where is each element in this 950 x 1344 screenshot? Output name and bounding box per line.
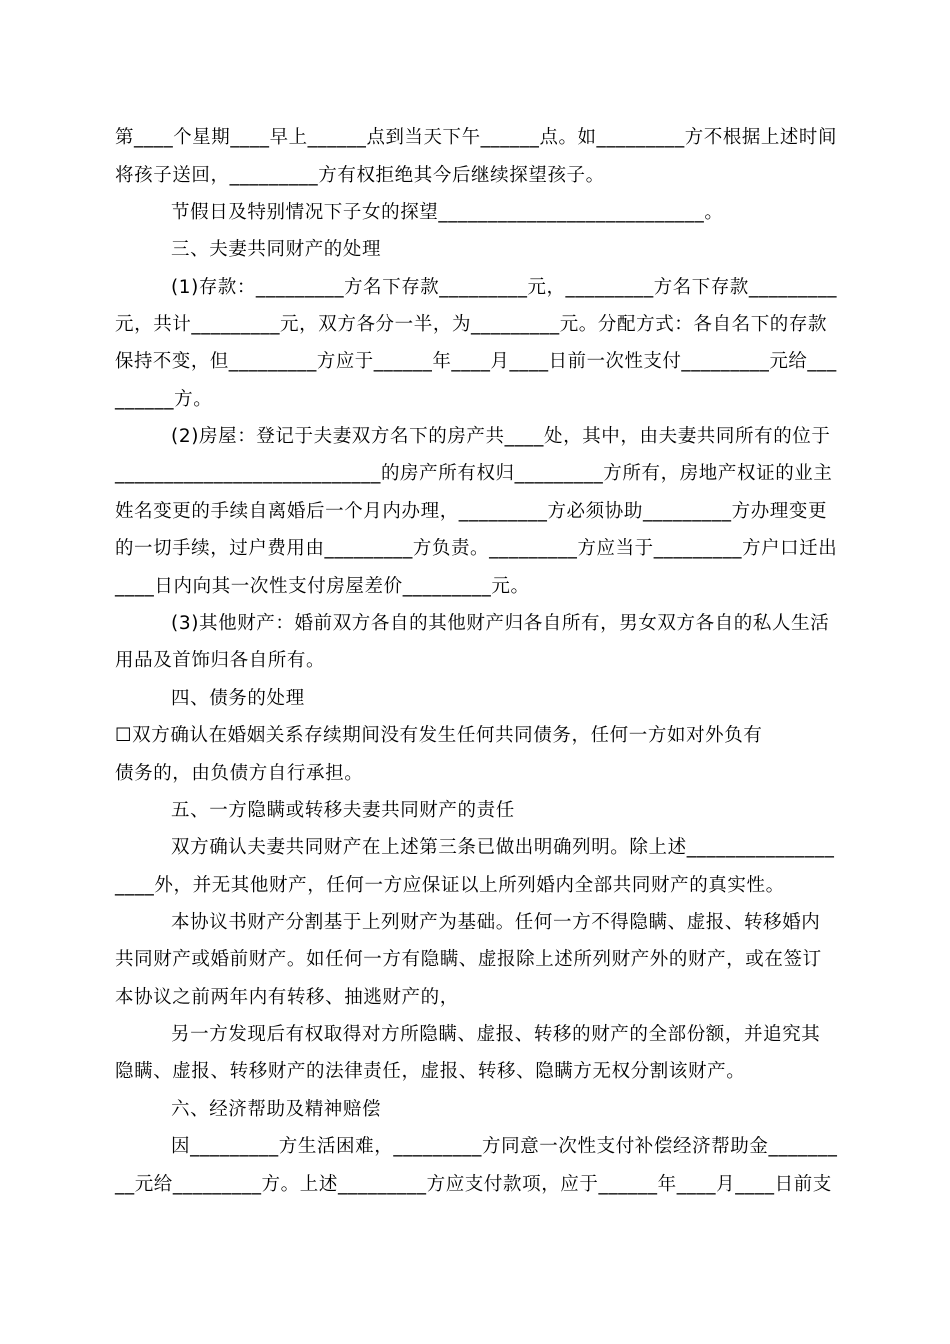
text-line: 本协议书财产分割基于上列财产为基础。任何一方不得隐瞒、虚报、转移婚内 (171, 912, 821, 933)
text-line: 隐瞒、虚报、转移财产的法律责任，虚报、转移、隐瞒方无权分割该财产。 (115, 1061, 746, 1082)
section-heading: 四、债务的处理 (171, 688, 305, 709)
text-line: 将孩子送回，_________方有权拒绝其今后继续探望孩子。 (115, 165, 605, 186)
text-line: (3)其他财产：婚前双方各自的其他财产归各自所有，男女双方各自的私人生活 (171, 613, 830, 634)
text-line: 因_________方生活困难，_________方同意一次性支付补偿经济帮助金_______ (171, 1136, 838, 1157)
checkbox-line: ☐双方确认在婚姻关系存续期间没有发生任何共同债务，任何一方如对外负有 (115, 725, 763, 746)
text-line: 本协议之前两年内有转移、抽逃财产的， (115, 987, 459, 1008)
text-line: 姓名变更的手续自离婚后一个月内办理，_________方必须协助_________方办理变更 (115, 501, 828, 522)
section-heading: 六、经济帮助及精神赔偿 (171, 1099, 382, 1120)
section-heading: 五、一方隐瞒或转移夫妻共同财产的责任 (171, 800, 515, 821)
text-line: ___________________________的房产所有权归_________方所有，房地产权证的业主 (115, 463, 833, 484)
text-line: ______方。 (115, 389, 213, 410)
text-line: 的一切手续，过户费用由_________方负责。_________方应当于_________方户口迁出 (115, 538, 838, 559)
text-line: __元给_________方。上述_________方应支付款项，应于______年____月____日前支 (115, 1174, 832, 1195)
text-line: (2)房屋：登记于夫妻双方名下的房产共____处，其中，由夫妻共同所有的位于 (171, 426, 831, 447)
section-heading: 三、夫妻共同财产的处理 (171, 239, 382, 260)
text-line: 元，共计_________元，双方各分一半，为_________元。分配方式：各自名下的存款 (115, 314, 828, 335)
text-line: (1)存款：_________方名下存款_________元，_________方名下存款_________ (171, 277, 838, 298)
text-line: 第____个星期____早上______点到当天下午______点。如_________方不根据上述时间 (115, 127, 837, 148)
text-line: 用品及首饰归各自所有。 (115, 650, 326, 671)
text-line: 保持不变，但_________方应于______年____月____日前一次性支付_________元给___ (115, 351, 837, 372)
text-line: ____外，并无其他财产，任何一方应保证以上所列婚内全部共同财产的真实性。 (115, 875, 785, 896)
document-page (115, 0, 837, 1344)
text-line: 另一方发现后有权取得对方所隐瞒、虚报、转移的财产的全部份额，并追究其 (171, 1024, 821, 1045)
text-line: 债务的，由负债方自行承担。 (115, 763, 364, 784)
text-line: ____日内向其一次性支付房屋差价_________元。 (115, 576, 530, 597)
text-line: 共同财产或婚前财产。如任何一方有隐瞒、虚报除上述所列财产外的财产，或在签订 (115, 949, 822, 970)
text-line: 节假日及特别情况下子女的探望___________________________。 (171, 202, 724, 223)
text-line: 双方确认夫妻共同财产在上述第三条已做出明确列明。除上述_______________ (171, 837, 835, 858)
